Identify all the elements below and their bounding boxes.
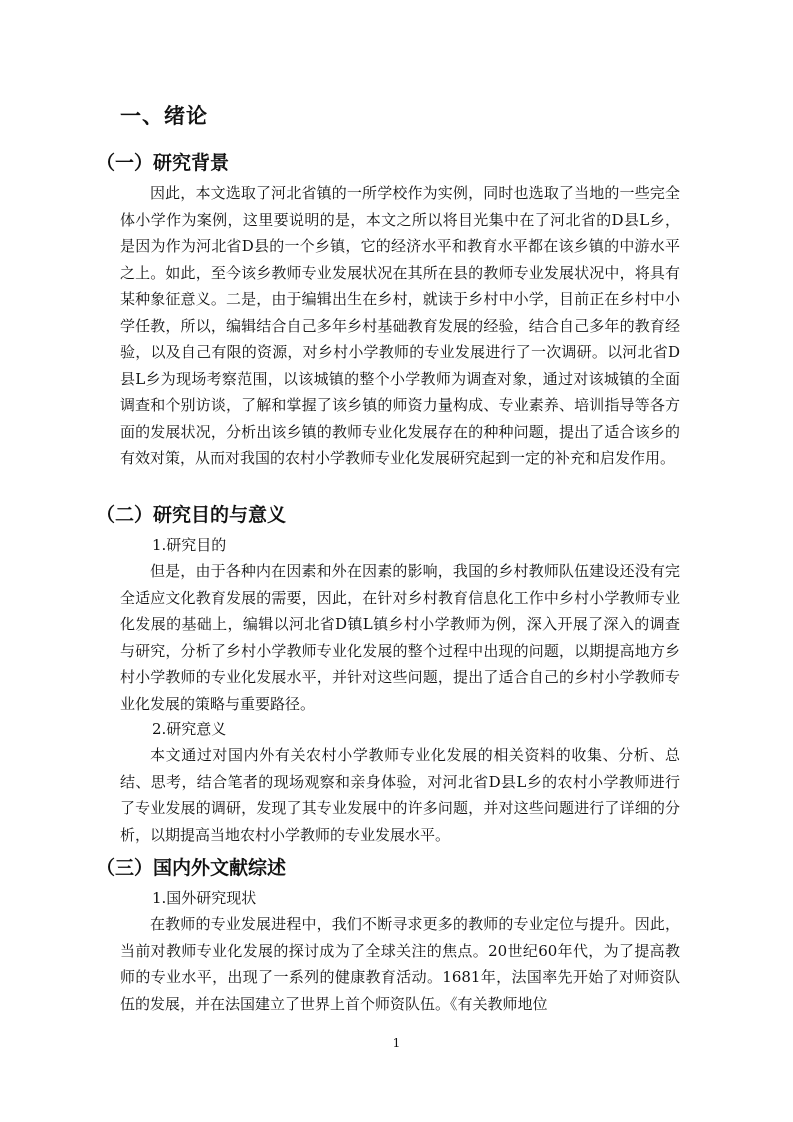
page-number: 1 xyxy=(392,1036,401,1050)
significance-paragraph: 本文通过对国内外有关农村小学教师专业化发展的相关资料的收集、分析、总结、思考，结合笔者的现场观察和亲身体验，对河北省D县L乡的农村小学教师进行了专业发展的调研，发现了其专业发展中的许多问题，并对这些问题进行了详细的分析，以期提高当地农村小学教师的专业发展水平。 xyxy=(120,746,680,844)
section-heading-background: （一）研究背景 xyxy=(96,152,230,174)
subsection-title-significance: 2.研究意义 xyxy=(152,720,227,738)
background-paragraph: 因此，本文选取了河北省镇的一所学校作为实例，同时也选取了当地的一些完全体小学作为案例，这里要说明的是，本文之所以将目光集中在了河北省的D县L乡，是因为作为河北省D县的一个乡镇，它的经济水平和教育水平都在该乡镇的中游水平之上。如此，至今该乡教师专业发展状况在其所在县的教师专业发展状况中，将具有某种象征意义。二是，由于编辑出生在乡村，就读于乡村中小学，目前正在乡村中小学任教，所以，编辑结合自己多年乡村基础教育发展的经验，结合自己多年的教育经验，以及自己有限的资源，对乡村小学教师的专业发展进行了一次调研。以河北省D县L乡为现场考察范围，以该城镇的整个小学教师为调查对象，通过对该城镇的全面调查和个别访谈，了解和掌握了该乡镇的师资力量构成、专业素养、培训指导等各方面的发展状况，分析出该乡镇的教师专业化发展存在的种种问题，提出了适合该乡的有效对策，从而对我国的农村小学教师专业化发展研究起到一定的补充和启发作用。 xyxy=(120,184,680,467)
section-heading-purpose: （二）研究目的与意义 xyxy=(96,504,287,526)
subsection-title-foreign: 1.国外研究现状 xyxy=(152,889,257,907)
foreign-research-paragraph: 在教师的专业发展进程中，我们不断寻求更多的教师的专业定位与提升。因此，当前对教师专业化发展的探讨成为了全球关注的焦点。20世纪60年代，为了提高教师的专业水平，出现了一系列的健康教育活动。1681年，法国率先开始了对师资队伍的发展，并在法国建立了世界上首个师资队伍。《有关教师地位 xyxy=(120,915,680,1013)
subsection-title-purpose: 1.研究目的 xyxy=(152,536,227,554)
chapter-title: 一、绪论 xyxy=(120,104,208,128)
section-heading-literature: （三）国内外文献综述 xyxy=(96,857,287,879)
purpose-paragraph: 但是，由于各种内在因素和外在因素的影响，我国的乡村教师队伍建设还没有完全适应文化教育发展的需要，因此，在针对乡村教育信息化工作中乡村小学教师专业化发展的基础上，编辑以河北省D镇L镇乡村小学教师为例，深入开展了深入的调查与研究，分析了乡村小学教师专业化发展的整个过程中出现的问题，以期提高地方乡村小学教师的专业化发展水平，并针对这些问题，提出了适合自己的乡村小学教师专业化发展的策略与重要路径。 xyxy=(120,562,680,713)
